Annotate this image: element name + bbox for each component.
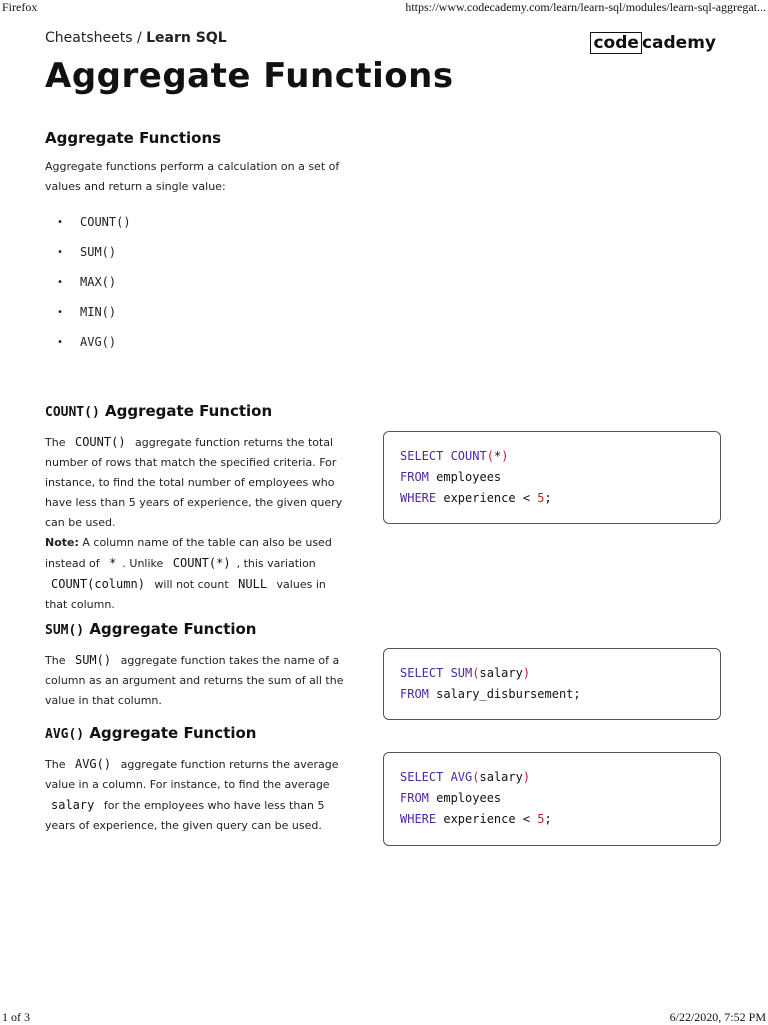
- bullet: •: [57, 216, 63, 228]
- bullet: •: [57, 306, 63, 318]
- sql-text: ;: [544, 812, 552, 826]
- sum-heading-code: SUM(): [45, 623, 85, 638]
- count-heading-code: COUNT(): [45, 405, 100, 420]
- sql-paren: (: [472, 770, 480, 784]
- sql-arg: salary: [479, 666, 523, 680]
- bullet: •: [57, 246, 63, 258]
- logo-text: cademy: [641, 33, 716, 53]
- sql-paren: ): [522, 666, 531, 680]
- list-item: [45, 267, 131, 297]
- avg-description: [45, 754, 339, 836]
- breadcrumb-separator: /: [132, 30, 147, 46]
- text: have less than 5 years of experience, the given query: [45, 496, 343, 509]
- inline-code: SUM(): [74, 653, 112, 667]
- sql-keyword: FROM: [400, 791, 429, 805]
- sum-heading: [45, 620, 257, 638]
- sql-keyword: FROM: [400, 470, 429, 484]
- sql-keyword: SELECT: [400, 770, 444, 784]
- breadcrumb-current[interactable]: Learn SQL: [146, 30, 227, 46]
- print-footer-datetime: 6/22/2020, 7:52 PM: [669, 1010, 766, 1024]
- sql-function: SUM: [443, 666, 473, 680]
- sql-keyword: WHERE: [400, 491, 437, 505]
- print-header-app: Firefox: [2, 0, 38, 14]
- intro-line-1: Aggregate functions perform a calculation on a set of: [45, 160, 340, 173]
- text: for the employees who have less than 5: [103, 799, 325, 812]
- inline-code: salary: [51, 798, 95, 812]
- sql-keyword: SELECT: [400, 666, 444, 680]
- sum-code-block: [383, 648, 721, 720]
- text: . Unlike: [122, 557, 164, 570]
- text: column as an argument and returns the sum of all the: [45, 674, 344, 687]
- text: value in that column.: [45, 694, 162, 707]
- breadcrumb: [45, 30, 227, 46]
- inline-code: *: [109, 556, 117, 570]
- text: aggregate function returns the total: [135, 436, 334, 449]
- inline-code: AVG(): [74, 757, 112, 771]
- function-name: MIN(): [80, 305, 117, 319]
- function-name: COUNT(): [80, 215, 131, 229]
- sql-keyword: WHERE: [400, 812, 437, 826]
- intro-line-2: values and return a single value:: [45, 180, 226, 193]
- list-item: [45, 327, 131, 357]
- codecademy-logo[interactable]: [590, 32, 716, 54]
- bullet: •: [57, 276, 63, 288]
- breadcrumb-cheatsheets-link[interactable]: Cheatsheets: [45, 30, 133, 46]
- text: A column name of the table can also be used: [78, 536, 332, 549]
- sum-heading-text: Aggregate Function: [84, 620, 257, 638]
- sql-function: AVG: [443, 770, 473, 784]
- avg-heading-text: Aggregate Function: [84, 724, 257, 742]
- list-item: [45, 297, 131, 327]
- text: will not count: [154, 578, 229, 591]
- text: The: [45, 436, 66, 449]
- sql-text: ;: [544, 491, 552, 505]
- bullet: •: [57, 336, 63, 348]
- sql-text: employees: [428, 791, 502, 805]
- sql-keyword: FROM: [400, 687, 429, 701]
- function-name: AVG(): [80, 335, 117, 349]
- text: instead of: [45, 557, 100, 570]
- count-heading-text: Aggregate Function: [99, 402, 273, 420]
- page-title: Aggregate Functions: [45, 56, 454, 96]
- intro-heading: Aggregate Functions: [45, 129, 222, 147]
- sql-text: salary_disbursement;: [428, 687, 581, 701]
- print-header-url: https://www.codecademy.com/learn/learn-sql/modules/learn-sql-aggregat...: [405, 0, 766, 14]
- sql-paren: (: [486, 449, 494, 463]
- aggregate-function-list: [45, 207, 131, 357]
- sql-number: 5: [537, 812, 545, 826]
- text: aggregate function takes the name of a: [120, 654, 340, 667]
- text: years of experience, the given query can be used.: [45, 819, 322, 832]
- sql-text: employees: [428, 470, 502, 484]
- count-description: [45, 432, 342, 615]
- text: , this variation: [236, 557, 316, 570]
- avg-heading: [45, 724, 257, 742]
- note-label: Note:: [45, 536, 79, 549]
- function-name: SUM(): [80, 245, 117, 259]
- print-footer-page: 1 of 3: [2, 1010, 30, 1024]
- inline-code: COUNT(): [74, 435, 126, 449]
- sql-arg: *: [493, 449, 502, 463]
- text: value in a column. For instance, to find the average: [45, 778, 330, 791]
- text: values in: [276, 578, 326, 591]
- function-name: MAX(): [80, 275, 117, 289]
- sql-paren: ): [501, 449, 509, 463]
- inline-code: COUNT(*): [172, 556, 231, 570]
- text: number of rows that match the specified criteria. For: [45, 456, 337, 469]
- sql-paren: (: [472, 666, 480, 680]
- text: aggregate function returns the average: [120, 758, 339, 771]
- count-code-block: [383, 431, 721, 524]
- sql-text: experience <: [436, 812, 538, 826]
- list-item: [45, 237, 131, 267]
- sql-keyword: SELECT: [400, 449, 444, 463]
- sql-function: COUNT: [443, 449, 487, 463]
- avg-heading-code: AVG(): [45, 727, 85, 742]
- sql-number: 5: [537, 491, 545, 505]
- sql-paren: ): [522, 770, 531, 784]
- intro-paragraph: [45, 157, 339, 197]
- sql-text: experience <: [436, 491, 538, 505]
- count-heading: [45, 402, 272, 420]
- inline-code: NULL: [238, 577, 268, 591]
- avg-code-block: [383, 752, 721, 846]
- inline-code: COUNT(column): [51, 577, 145, 591]
- text: The: [45, 758, 66, 771]
- logo-boxed-text: code: [590, 32, 641, 54]
- sql-arg: salary: [479, 770, 523, 784]
- text: that column.: [45, 598, 115, 611]
- sum-description: [45, 650, 343, 711]
- text: instance, to find the total number of employees who: [45, 476, 335, 489]
- list-item: [45, 207, 131, 237]
- text: can be used.: [45, 516, 116, 529]
- text: The: [45, 654, 66, 667]
